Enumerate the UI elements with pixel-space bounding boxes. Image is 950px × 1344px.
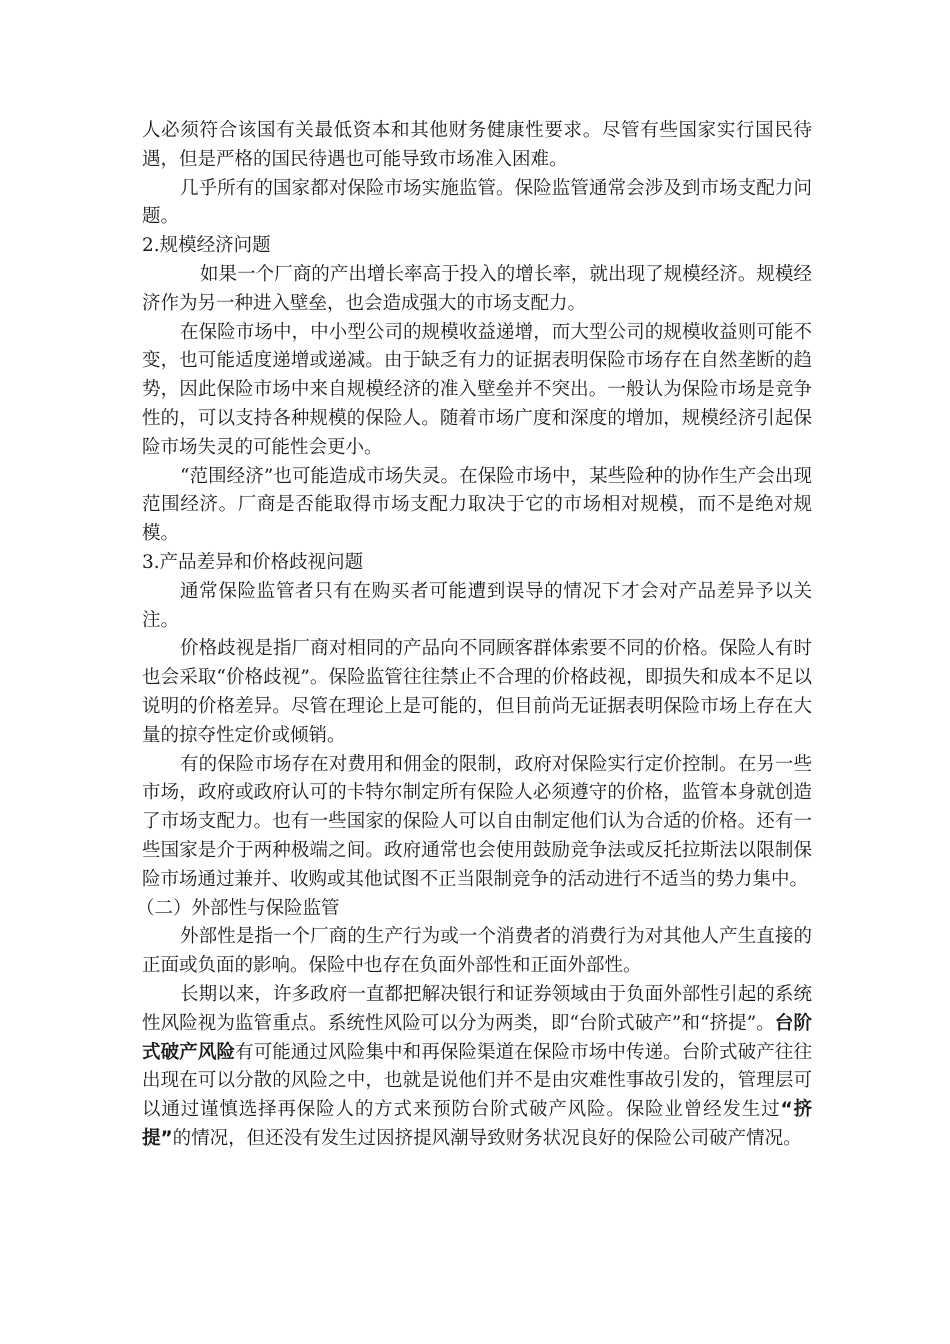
document-body xyxy=(136,117,812,1154)
paragraph: 人必须符合该国有关最低资本和其他财务健康性要求。尽管有些国家实行国民待遇，但是严格的国民待遇也可能导致市场准入困难。 xyxy=(142,120,812,170)
section-heading: （二）外部性与保险监管 xyxy=(136,897,340,919)
text-run: 长期以来，许多政府一直都把解决银行和证券领域由于负面外部性引起的系统性风险视为监管重点。系统性风险可以分为两类，即“台阶式破产”和“挤提”。 xyxy=(142,983,812,1034)
paragraph: “范围经济”也可能造成市场失灵。在保险市场中，某些险种的协作生产会出现范围经济。厂商是否能取得市场支配力取决于它的市场相对规模，而不是绝对规模。 xyxy=(142,465,812,545)
section-heading: 2.规模经济问题 xyxy=(142,235,271,257)
paragraph: 价格歧视是指厂商对相同的产品向不同顾客群体索要不同的价格。保险人有时也会采取“价格歧视”。保险监管往往禁止不合理的价格歧视，即损失和成本不足以说明的价格差异。尽管在理论上是可能的，但目前尚无证据表明保险市场上存在大量的掠夺性定价或倾销。 xyxy=(142,638,812,746)
paragraph: 通常保险监管者只有在购买者可能遭到误导的情况下才会对产品差异予以关注。 xyxy=(142,580,812,631)
bold-term-cascade-bankruptcy: 台阶式破产风险 xyxy=(142,1012,812,1063)
bold-term-run: “挤提” xyxy=(142,1099,812,1149)
text-run: 的情况，但还没有发生过因挤提风潮导致财务状况良好的保险公司破产情况。 xyxy=(172,1127,802,1149)
text-run: 有可能通过风险集中和再保险渠道在保险市场中传递。台阶式破产往往出现在可以分散的风险之中，也就是说他们并不是由灾难性事故引发的，管理层可以通过谨慎选择再保险人的方式来预防台阶式破产风险。保险业曾经发生过 xyxy=(142,1041,812,1121)
paragraph: 有的保险市场存在对费用和佣金的限制，政府对保险实行定价控制。在另一些市场，政府或政府认可的卡特尔制定所有保险人必须遵守的价格，监管本身就创造了市场支配力。也有一些国家的保险人可以自由制定他们认为合适的价格。还有一些国家是介于两种极端之间。政府通常也会使用鼓励竞争法或反托拉斯法以限制保险市场通过兼并、收购或其他试图不正当限制竞争的活动进行不适当的势力集中。 xyxy=(142,753,812,890)
paragraph: 几乎所有的国家都对保险市场实施监管。保险监管通常会涉及到市场支配力问题。 xyxy=(142,177,812,228)
section-heading: 3.产品差异和价格歧视问题 xyxy=(142,551,364,573)
paragraph-systemic-risk xyxy=(142,981,812,1154)
paragraph: 外部性是指一个厂商的生产行为或一个消费者的消费行为对其他人产生直接的正面或负面的影响。保险中也存在负面外部性和正面外部性。 xyxy=(142,926,812,977)
paragraph: 在保险市场中，中小型公司的规模收益递增，而大型公司的规模收益则可能不变，也可能适度递增或递减。由于缺乏有力的证据表明保险市场存在自然垄断的趋势，因此保险市场中来自规模经济的准入壁垒并不突出。一般认为保险市场是竞争性的，可以支持各种规模的保险人。随着市场广度和深度的增加，规模经济引起保险市场失灵的可能性会更小。 xyxy=(142,321,812,458)
paragraph: 如果一个厂商的产出增长率高于投入的增长率，就出现了规模经济。规模经济作为另一种进入壁垒，也会造成强大的市场支配力。 xyxy=(142,263,812,314)
